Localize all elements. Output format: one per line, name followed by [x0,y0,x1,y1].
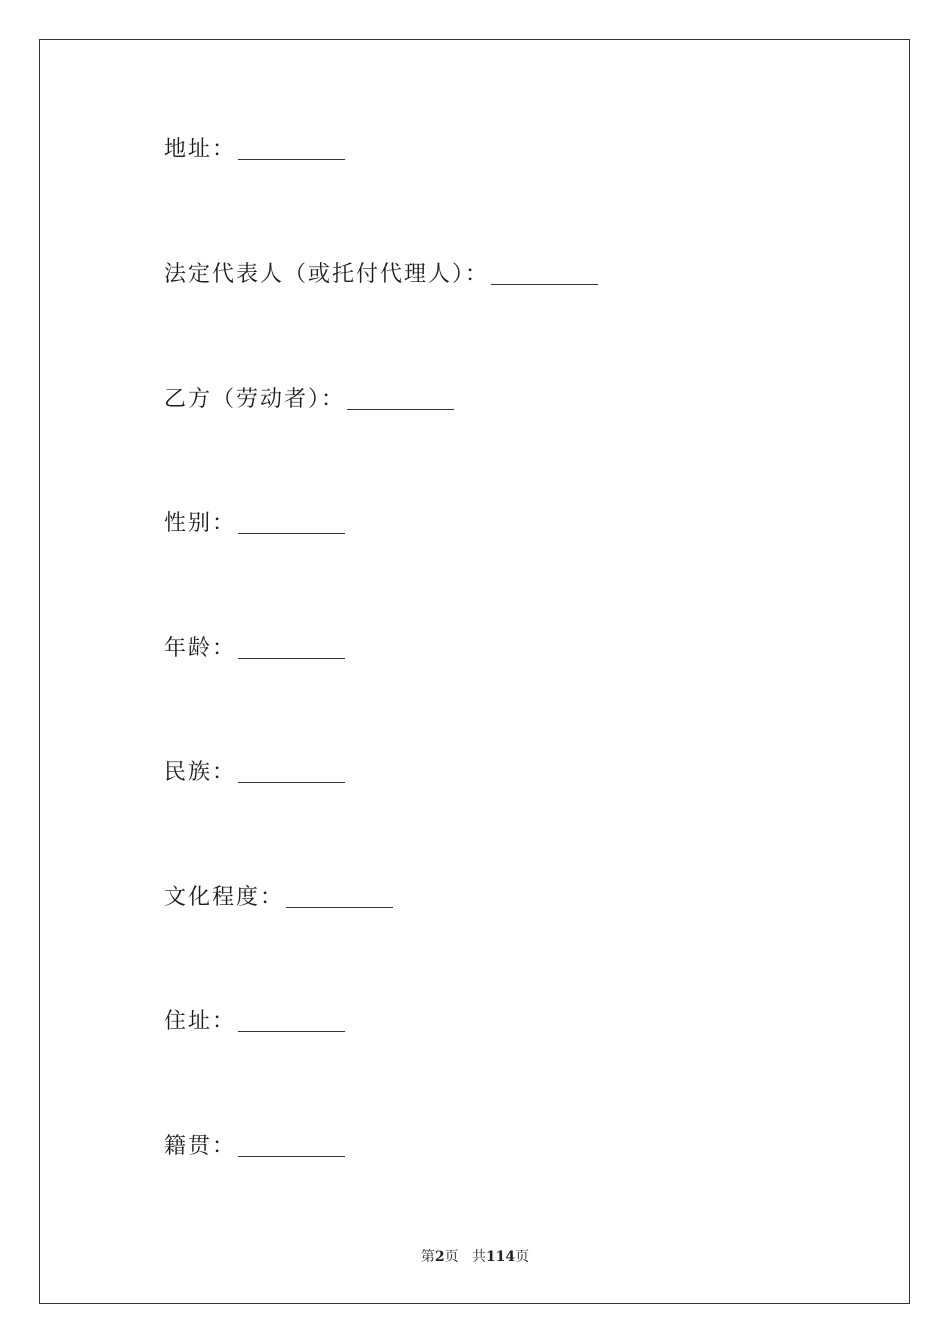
page-number: 2 [434,1249,445,1265]
field-label: 民族： [164,760,237,785]
fill-in-blank[interactable] [286,905,393,908]
fill-in-blank[interactable] [347,407,454,410]
total-pages: 114 [485,1249,516,1265]
fill-in-blank[interactable] [238,157,345,160]
total-prefix: 共 [471,1249,486,1265]
field-native-place [164,1129,345,1161]
field-label: 年龄： [164,636,237,661]
field-address [164,132,345,164]
page-prefix: 第 [420,1249,435,1265]
page-suffix: 页 [444,1249,459,1265]
field-label: 法定代表人（或托付代理人）： [164,262,490,287]
field-label: 住址： [164,1009,237,1034]
fill-in-blank[interactable] [238,531,345,534]
fill-in-blank[interactable] [238,1029,345,1032]
field-label: 文化程度： [164,885,285,910]
field-age [164,631,345,663]
fill-in-blank[interactable] [238,780,345,783]
page-frame [39,39,910,1304]
field-education [164,880,393,912]
field-party-b [164,382,454,414]
fill-in-blank[interactable] [238,656,345,659]
field-legal-representative [164,257,598,289]
field-label: 籍贯： [164,1134,237,1159]
field-label: 地址： [164,137,237,162]
field-residence [164,1004,345,1036]
page-footer [0,1246,950,1266]
field-label: 性别： [164,511,237,536]
field-label: 乙方（劳动者）： [164,387,346,412]
field-gender [164,506,345,538]
field-ethnicity [164,755,345,787]
fill-in-blank[interactable] [238,1154,345,1157]
total-suffix: 页 [515,1249,530,1265]
fill-in-blank[interactable] [491,282,598,285]
